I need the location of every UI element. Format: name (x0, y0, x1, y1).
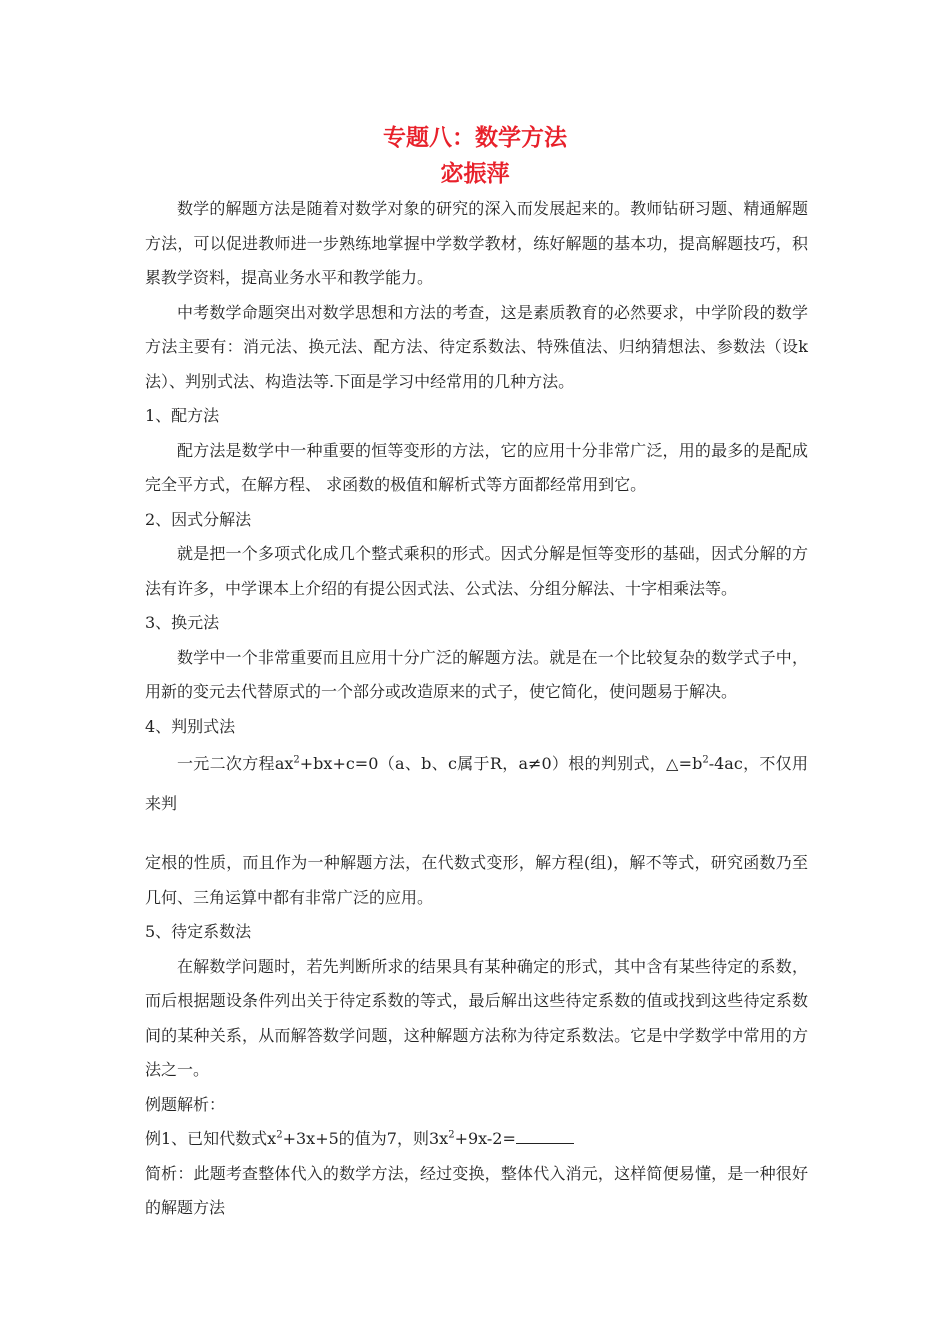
example-1 (145, 1122, 808, 1157)
discriminant-text-c: -4ac，不仅用来判 (145, 754, 808, 813)
title-block (0, 120, 950, 192)
section-heading-4: 4、判别式法 (145, 716, 236, 736)
document-title: 专题八：数学方法 (383, 125, 567, 151)
superscript-2: 2 (276, 1129, 283, 1141)
example-1-text-c: +9x-2= (454, 1129, 516, 1148)
superscript-2: 2 (702, 754, 709, 766)
answer-blank (516, 1129, 574, 1144)
example-1-text-a: 例1、已知代数式x (145, 1129, 277, 1148)
discriminant-text-a: 一元二次方程ax (177, 754, 294, 773)
superscript-2: 2 (293, 754, 300, 766)
superscript-2: 2 (448, 1129, 455, 1141)
section-body-3: 数学中一个非常重要而且应用十分广泛的解题方法。就是在一个比较复杂的数学式子中，用新的变元去代替原式的一个部分或改造原来的式子，使它简化，使问题易于解决。 (145, 647, 808, 701)
section-heading-2: 2、因式分解法 (145, 509, 252, 529)
section-body-4-line-1 (145, 744, 808, 824)
discriminant-text-b: +bx+c=0（a、b、c属于R，a≠0）根的判别式，△=b (299, 754, 703, 773)
document-author: 宓振萍 (440, 161, 510, 187)
spacer (145, 824, 808, 846)
examples-heading: 例题解析： (145, 1094, 226, 1114)
intro-paragraph-2: 中考数学命题突出对数学思想和方法的考查，这是素质教育的必然要求，中学阶段的数学方法主要有：消元法、换元法、配方法、待定系数法、特殊值法、归纳猜想法、参数法（设k法）、判别式法、构造法等.下面是学习中经常用的几种方法。 (145, 302, 808, 391)
analysis-paragraph: 简析：此题考查整体代入的数学方法，经过变换，整体代入消元，这样简便易懂，是一种很好的解题方法 (145, 1163, 808, 1217)
intro-paragraph-1: 数学的解题方法是随着对数学对象的研究的深入而发展起来的。教师钻研习题、精通解题方法，可以促进教师进一步熟练地掌握中学数学教材，练好解题的基本功，提高解题技巧，积累教学资料，提高业务水平和教学能力。 (145, 199, 808, 287)
section-heading-3: 3、换元法 (145, 613, 220, 632)
section-body-4-line-2: 定根的性质，而且作为一种解题方法，在代数式变形，解方程(组)，解不等式，研究函数乃至几何、三角运算中都有非常广泛的应用。 (145, 853, 808, 907)
document-body (145, 192, 808, 1226)
section-heading-5: 5、待定系数法 (145, 922, 252, 941)
section-body-5: 在解数学问题时，若先判断所求的结果具有某种确定的形式，其中含有某些待定的系数，而后根据题设条件列出关于待定系数的等式，最后解出这些待定系数的值或找到这些待定系数间的某种关系，从而解答数学问题，这种解题方法称为待定系数法。它是中学数学中常用的方法之一。 (145, 956, 808, 1079)
section-heading-1: 1、配方法 (145, 406, 220, 425)
example-1-text-b: +3x+5的值为7，则3x (282, 1129, 449, 1148)
section-body-2: 就是把一个多项式化成几个整式乘积的形式。因式分解是恒等变形的基础，因式分解的方法有许多，中学课本上介绍的有提公因式法、公式法、分组分解法、十字相乘法等。 (145, 544, 808, 598)
section-body-1: 配方法是数学中一种重要的恒等变形的方法，它的应用十分非常广泛，用的最多的是配成完全平方式，在解方程、 求函数的极值和解析式等方面都经常用到它。 (145, 440, 808, 494)
